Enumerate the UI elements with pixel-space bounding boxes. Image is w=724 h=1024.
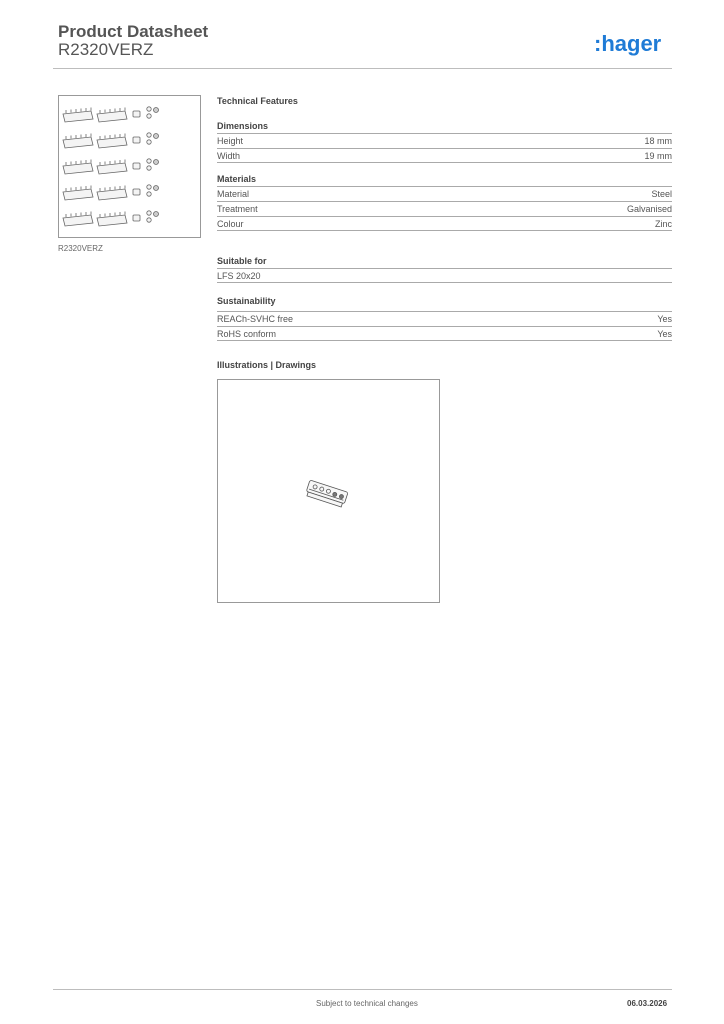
nut (154, 134, 159, 139)
spec-label: Height (217, 136, 244, 146)
materials-heading: Materials (217, 174, 257, 184)
washer (147, 133, 151, 137)
spec-value: 19 mm (644, 150, 672, 161)
footer-date: 06.03.2026 (627, 999, 668, 1008)
clamp-block (133, 111, 140, 117)
nut (154, 212, 159, 217)
clamp-strip (63, 111, 93, 122)
technical-drawing (217, 379, 440, 603)
svg-text::hager: :hager (594, 31, 662, 56)
spec-row-height (217, 133, 672, 148)
clamp-drawing (218, 380, 439, 602)
clamp-strip (97, 137, 127, 148)
washer (147, 107, 151, 111)
nut (154, 186, 159, 191)
clamp-strip (97, 163, 127, 174)
spec-label: REACh-SVHC free (217, 314, 294, 324)
spec-value: Galvanised (626, 204, 672, 214)
spec-value: Steel (651, 189, 672, 199)
sustainability-heading: Sustainability (217, 296, 276, 306)
spec-value: 18 mm (644, 136, 672, 146)
spec-value: Zinc (654, 218, 672, 229)
footer-note: Subject to technical changes (316, 999, 418, 1008)
washer (147, 192, 151, 196)
spec-label: RoHS conform (217, 328, 277, 339)
clamp-set-illustration (59, 96, 200, 237)
washer (147, 218, 151, 222)
header-divider (53, 68, 672, 69)
spec-row-width (217, 148, 672, 163)
clamp-strip (97, 111, 127, 122)
clamp-block (133, 215, 140, 221)
spec-value: Yes (657, 314, 672, 324)
hager-logo (594, 30, 674, 58)
spec-row-suitable (217, 268, 672, 283)
spec-row-rohs (217, 326, 672, 341)
clamp-strip (63, 189, 93, 200)
spec-label: LFS 20x20 (217, 270, 261, 281)
clamp-block (133, 163, 140, 169)
clamp-strip (63, 215, 93, 226)
spec-label: Treatment (217, 204, 258, 214)
dimensions-heading: Dimensions (217, 121, 269, 131)
nut (154, 108, 159, 113)
washer (147, 114, 151, 118)
washer (147, 211, 151, 215)
spec-row-treatment (217, 201, 672, 216)
spec-label: Colour (217, 218, 244, 229)
illustrations-heading: Illustrations | Drawings (217, 360, 317, 370)
clamp-block (133, 189, 140, 195)
spec-label: Width (217, 150, 241, 161)
clamp-block (133, 137, 140, 143)
washer (147, 159, 151, 163)
nut (154, 160, 159, 165)
spec-label: Material (217, 189, 250, 199)
product-code: R2320VERZ (58, 40, 154, 59)
product-image-caption: R2320VERZ (58, 244, 103, 253)
page-title: Product Datasheet (58, 22, 209, 41)
footer-divider (53, 989, 672, 990)
washer (147, 185, 151, 189)
washer (147, 140, 151, 144)
clamp-strip (63, 163, 93, 174)
washer (147, 166, 151, 170)
clamp-strip (97, 215, 127, 226)
spec-row-reach (217, 311, 672, 326)
clamp-strip (63, 137, 93, 148)
spec-value: Yes (657, 328, 672, 339)
spec-row-material (217, 186, 672, 201)
clamp-strip (97, 189, 127, 200)
product-image (58, 95, 201, 238)
suitable-for-heading: Suitable for (217, 256, 267, 266)
spec-row-colour (217, 216, 672, 231)
technical-features-heading: Technical Features (217, 96, 298, 106)
